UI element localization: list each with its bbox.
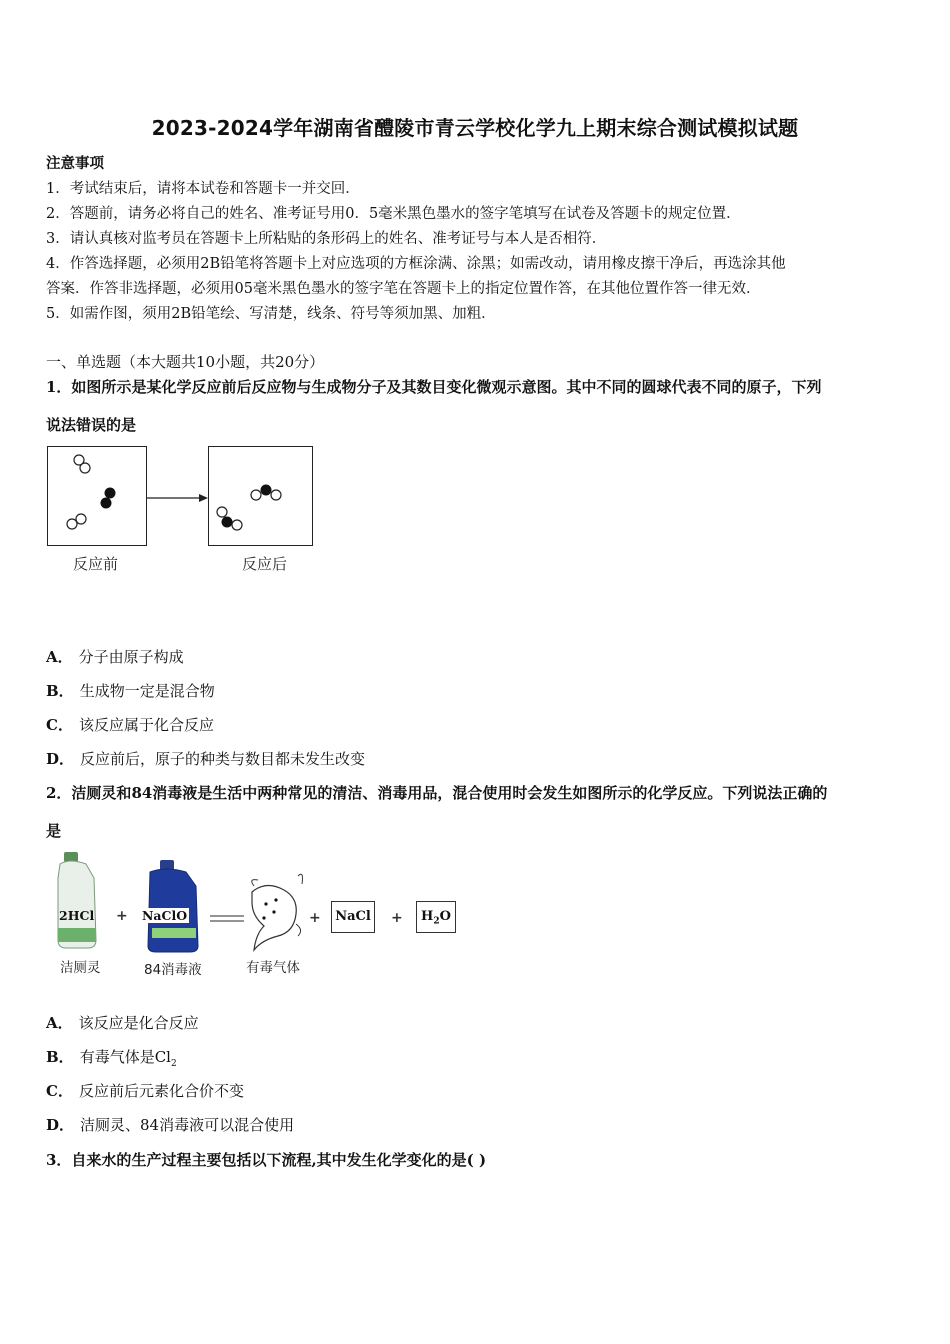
q1-option-c[interactable]: [46, 714, 214, 735]
h2o-sub: 2: [433, 916, 440, 927]
molecule-drawing: [46, 445, 326, 555]
caption-before: 反应前: [73, 555, 119, 573]
bottle1-cap: [64, 852, 78, 862]
page-title: 2023-2024学年湖南省醴陵市青云学校化学九上期末综合测试模拟试题: [151, 116, 799, 140]
caption-after: 反应后: [242, 555, 288, 573]
h2o-box: [416, 901, 456, 933]
option-key: C．: [46, 1082, 73, 1100]
section-heading: 一、单选题（本大题共10小题，共20分）: [46, 353, 325, 371]
caption-toxic-gas: 有毒气体: [246, 960, 300, 976]
notice-item-5: 5．如需作图，须用2B铅笔绘、写清楚，线条、符号等须加黑、加粗．: [46, 306, 496, 322]
q1-stem-line1: 1．如图所示是某化学反应前后反应物与生成物分子及其数目变化微观示意图。其中不同的圆球代表不同的原子，下列: [46, 378, 822, 396]
plus-3: +: [391, 910, 403, 926]
option-text: 反应前后，原子的种类与数目都未发生改变: [80, 750, 366, 768]
notice-item-4: 4．作答选择题，必须用2B铅笔将答题卡上对应选项的方框涂满、涂黑；如需改动，请用橡皮擦干净后，再选涂其他: [46, 256, 786, 272]
q3-stem: 3．自来水的生产过程主要包括以下流程,其中发生化学变化的是( ): [46, 1151, 487, 1169]
q2-option-a[interactable]: [46, 1012, 199, 1033]
option-text: 有毒气体是Cl: [79, 1048, 171, 1066]
q1-diagram: [46, 445, 326, 580]
q1-option-b[interactable]: [46, 680, 215, 701]
option-text: 生成物一定是混合物: [79, 682, 215, 700]
plus-1: +: [116, 908, 128, 924]
q1-stem-line2: 说法错误的是: [46, 416, 137, 434]
bottle1-label: 2HCl: [59, 908, 95, 923]
notice-item-2: 2．答题前，请务必将自己的姓名、准考证号用0．5毫米黑色墨水的签字笔填写在试卷及答题卡的规定位置．: [46, 206, 741, 222]
option-text: 该反应属于化合反应: [78, 716, 214, 734]
option-key: D．: [46, 750, 75, 768]
h2o-o: O: [439, 909, 451, 924]
q2-stem-line1: 2．洁厕灵和84消毒液是生活中两种常见的清洁、消毒用品，混合使用时会发生如图所示的化学反应。下列说法正确的: [46, 784, 828, 802]
nacl-box: NaCl: [331, 901, 375, 933]
caption-disinfectant: 84消毒液: [144, 962, 202, 978]
option-key: A．: [46, 648, 73, 666]
q2-option-d[interactable]: [46, 1114, 294, 1135]
bottle2-label: NaClO: [142, 908, 188, 923]
option-key: C．: [46, 716, 73, 734]
option-text: 该反应是化合反应: [78, 1014, 199, 1032]
plus-2: +: [309, 910, 321, 926]
option-text: 反应前后元素化合价不变: [78, 1082, 244, 1100]
option-key: D．: [46, 1116, 75, 1134]
q2-option-c[interactable]: [46, 1080, 244, 1101]
option-key: A．: [46, 1014, 73, 1032]
h2o-h: H: [421, 909, 434, 924]
notice-heading: 注意事项: [46, 155, 104, 172]
q1-option-d[interactable]: [46, 748, 365, 769]
option-key: B．: [46, 682, 74, 700]
notice-item-3: 3．请认真核对监考员在答题卡上所粘贴的条形码上的姓名、准考证号与本人是否相符．: [46, 231, 607, 247]
option-subscript: 2: [170, 1059, 177, 1069]
q1-option-a[interactable]: [46, 646, 184, 667]
caption-cleaner: 洁厕灵: [60, 960, 101, 976]
option-text: 分子由原子构成: [78, 648, 184, 666]
q2-stem-line2: 是: [46, 822, 62, 840]
option-text: 洁厕灵、84消毒液可以混合使用: [80, 1116, 295, 1134]
option-key: B．: [46, 1048, 74, 1066]
q2-diagram: [52, 850, 472, 980]
reaction-drawing: [52, 850, 472, 960]
notice-item-4-cont: 答案．作答非选择题，必须用05毫米黑色墨水的签字笔在答题卡上的指定位置作答，在其他位置作答一律无效．: [46, 281, 761, 297]
q2-option-b[interactable]: [46, 1046, 177, 1069]
notice-item-1: 1．考试结束后，请将本试卷和答题卡一并交回．: [46, 181, 360, 197]
